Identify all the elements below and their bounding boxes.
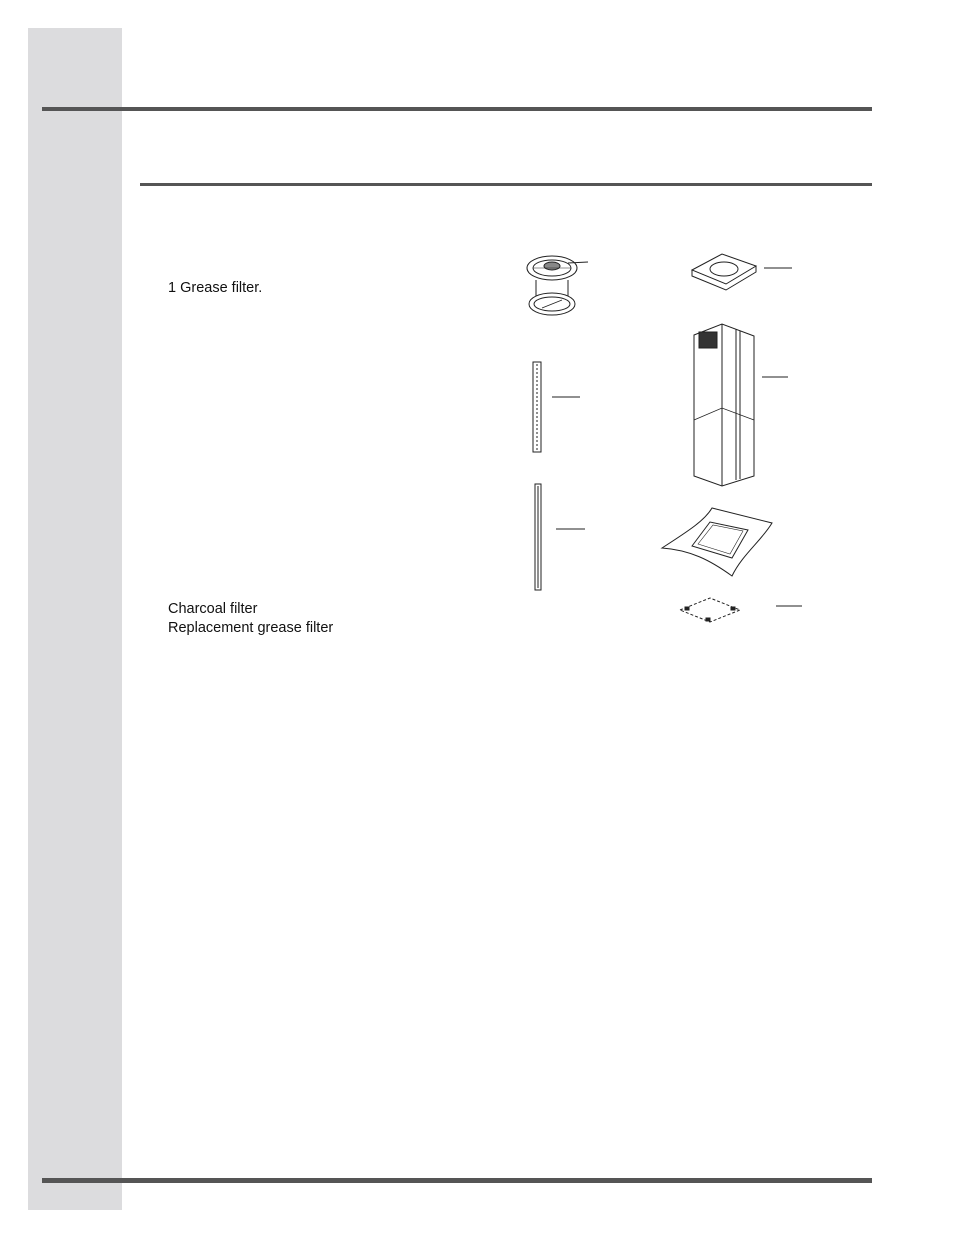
mounting-bracket-drawing <box>692 254 792 290</box>
charcoal-filter-label: Charcoal filter <box>168 601 258 617</box>
replacement-grease-filter-label: Replacement grease filter <box>168 620 334 636</box>
parts-illustration <box>500 240 860 640</box>
charcoal-filter-drawing <box>680 598 802 622</box>
top-rule <box>42 107 872 111</box>
section-rule <box>140 183 872 186</box>
perforated-strip-drawing <box>533 362 580 452</box>
support-rod-drawing <box>535 484 585 590</box>
round-grease-filter-drawing <box>527 256 588 315</box>
bottom-rule <box>42 1178 872 1183</box>
glass-canopy-drawing <box>662 508 772 576</box>
margin-band <box>28 28 122 1210</box>
grease-filter-label: 1 Grease filter. <box>168 280 263 296</box>
chimney-cover-drawing <box>694 324 788 486</box>
